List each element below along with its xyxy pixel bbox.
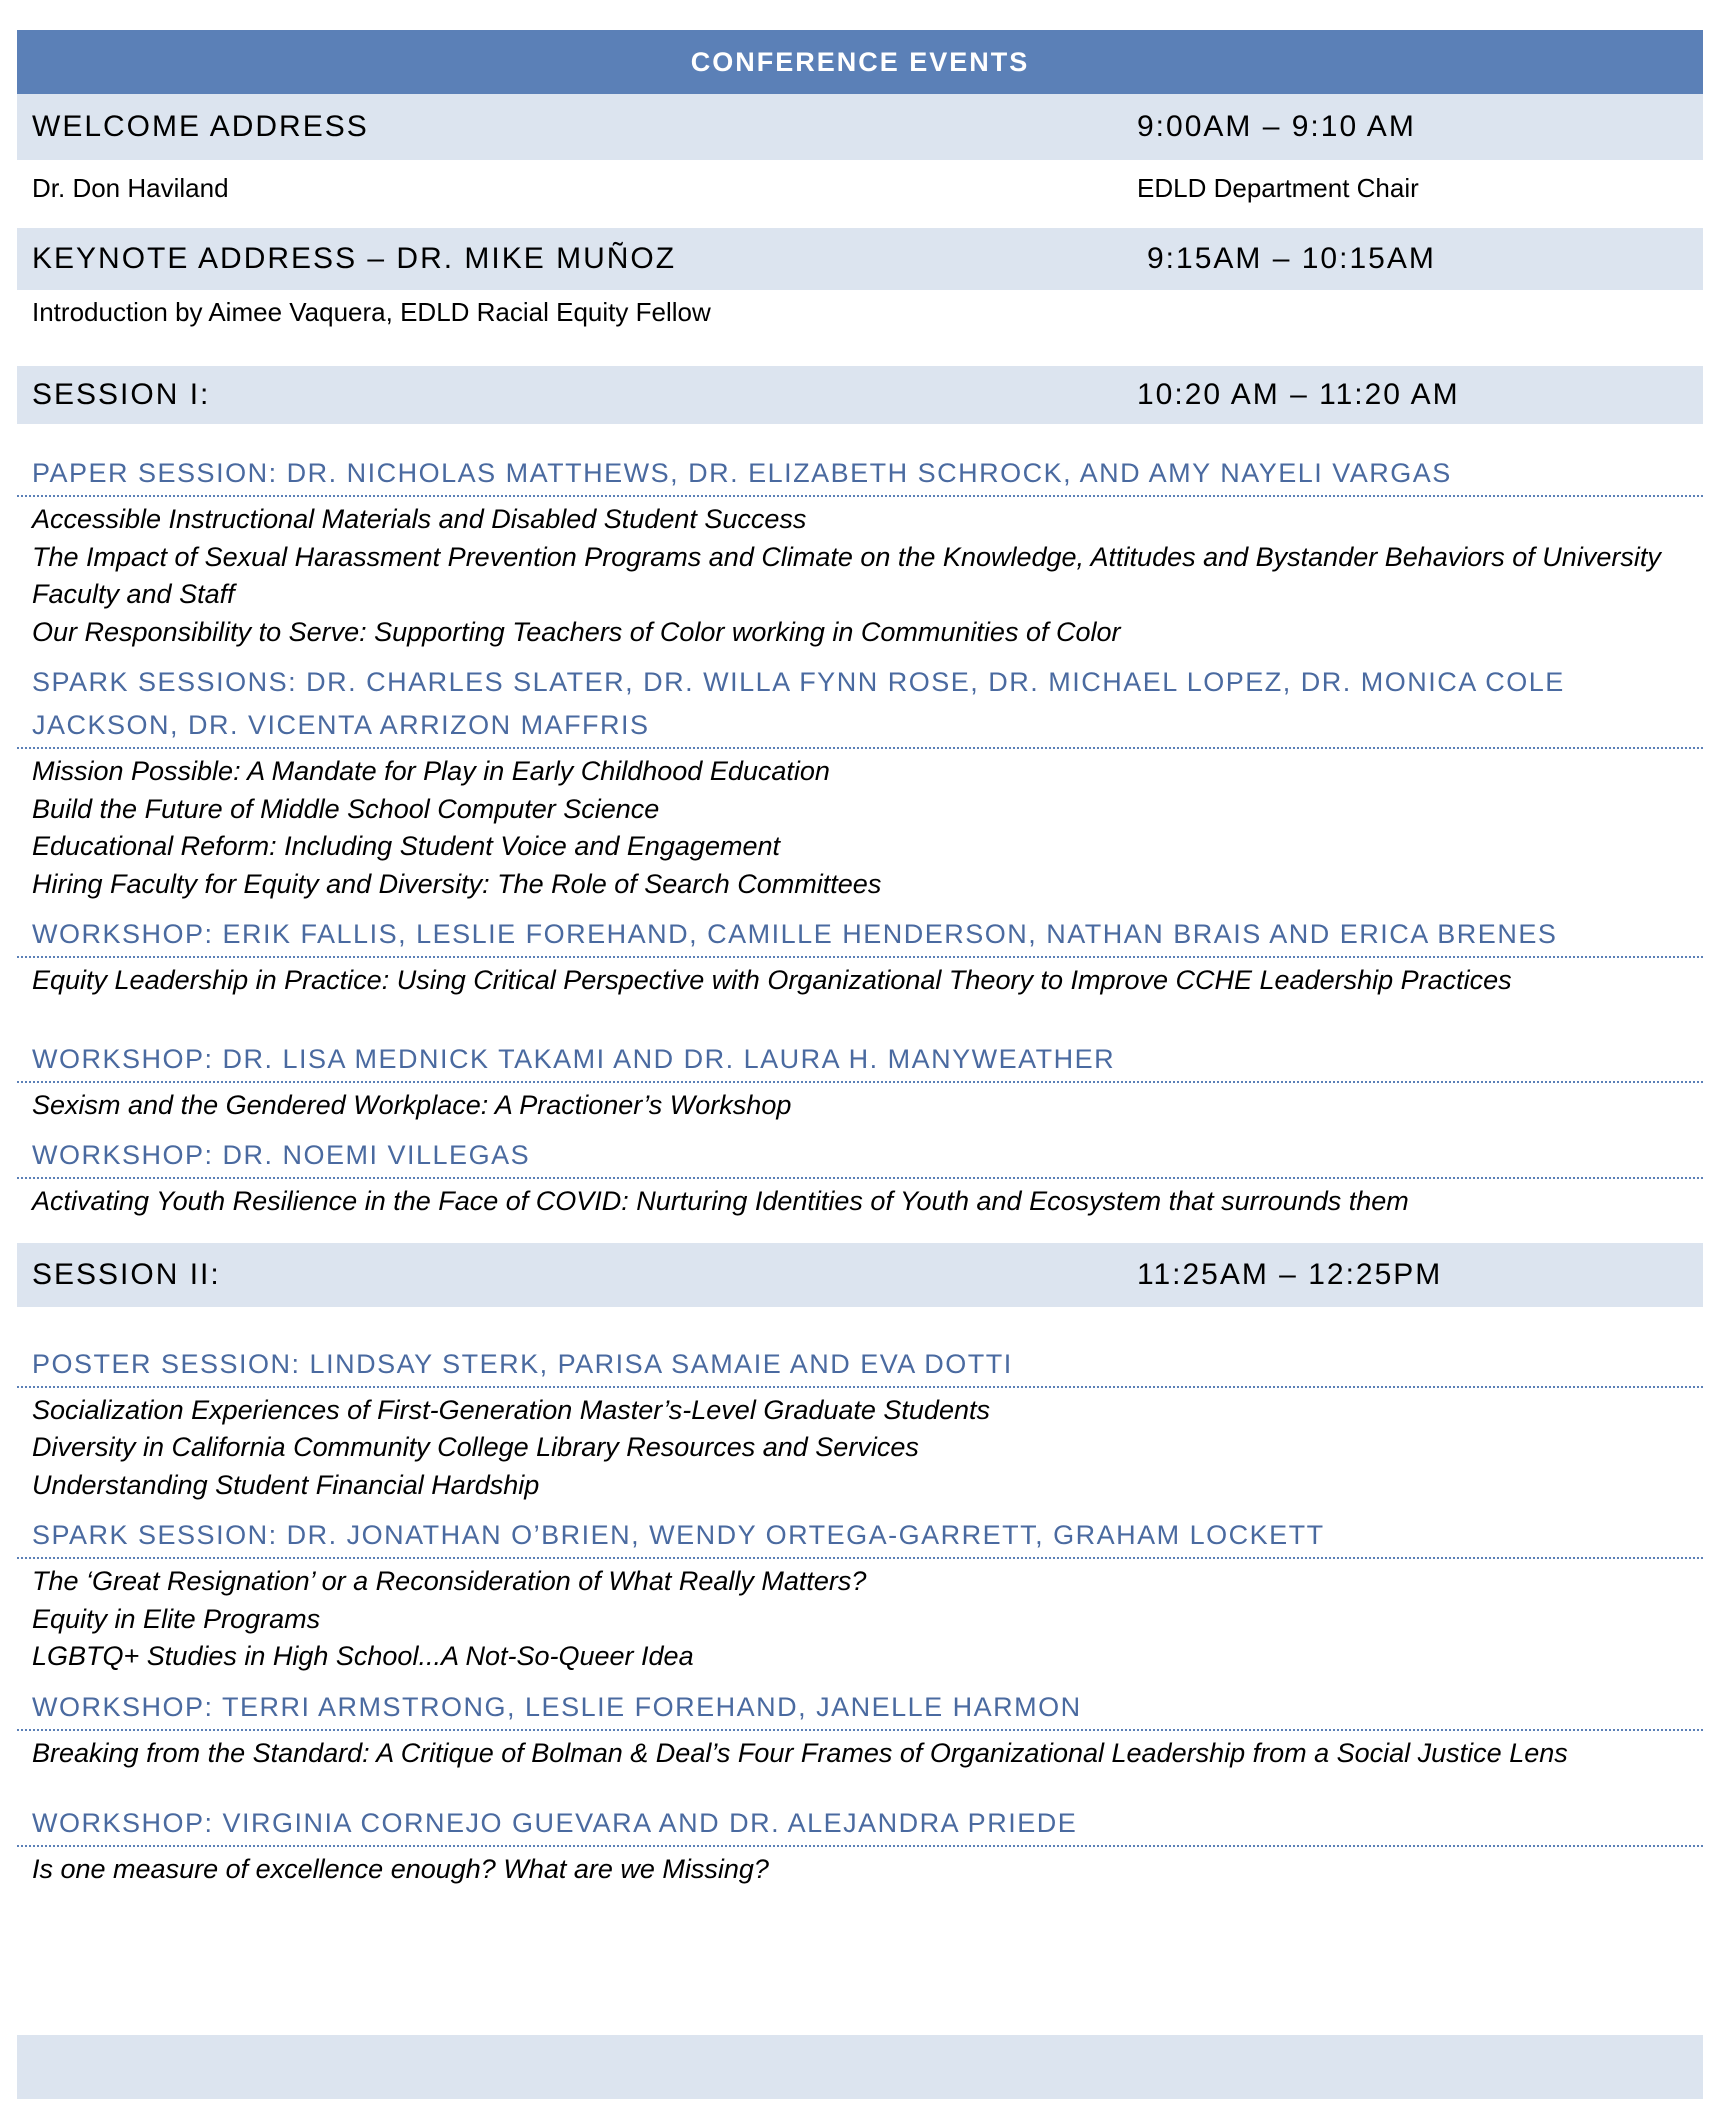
welcome-address-band <box>17 94 1703 160</box>
session-items <box>17 749 1703 903</box>
keynote-address-label: KEYNOTE ADDRESS – DR. MIKE MUÑOZ <box>32 242 677 275</box>
session-heading: SPARK SESSION: DR. JONATHAN O’BRIEN, WENDY ORTEGA-GARRETT, GRAHAM LOCKETT <box>17 1514 1703 1559</box>
session-item: Diversity in California Community College Library Resources and Services <box>32 1432 919 1462</box>
session-items <box>17 1559 1703 1676</box>
keynote-address-band <box>17 228 1703 290</box>
session-item: Equity Leadership in Practice: Using Critical Perspective with Organizational Theory to Improve CCHE Leadership Practices <box>32 965 1512 995</box>
session-item: LGBTQ+ Studies in High School...A Not-So-Queer Idea <box>32 1641 694 1671</box>
session-items <box>17 1388 1703 1505</box>
session-2-group <box>17 1343 1703 1505</box>
session-items <box>17 958 1703 1000</box>
conference-events-title: CONFERENCE EVENTS <box>17 30 1703 94</box>
session-item: Accessible Instructional Materials and Disabled Student Success <box>32 504 807 534</box>
session-items <box>17 497 1703 651</box>
session-1-group <box>17 661 1703 903</box>
session-item: Our Responsibility to Serve: Supporting Teachers of Color working in Communities of Color <box>32 616 1121 647</box>
session-heading: POSTER SESSION: LINDSAY STERK, PARISA SAMAIE AND EVA DOTTI <box>17 1343 1703 1388</box>
session-items <box>17 1847 1703 1889</box>
session-item: Hiring Faculty for Equity and Diversity: The Role of Search Committees <box>32 868 882 899</box>
session-item: Educational Reform: Including Student Voice and Engagement <box>32 831 780 861</box>
welcome-speaker: Dr. Don Haviland <box>32 173 229 203</box>
session-item: Sexism and the Gendered Workplace: A Practioner’s Workshop <box>32 1089 792 1120</box>
session-2-label: SESSION II: <box>32 1257 221 1291</box>
session-heading: WORKSHOP: DR. LISA MEDNICK TAKAMI AND DR. LAURA H. MANYWEATHER <box>17 1038 1703 1083</box>
session-item: Equity in Elite Programs <box>32 1603 321 1634</box>
session-1-group <box>17 452 1703 651</box>
session-2-band <box>17 1243 1703 1307</box>
session-item: The Impact of Sexual Harassment Prevention Programs and Climate on the Knowledge, Attitudes and Bystander Behaviors of University Faculty and Staff <box>32 541 1661 609</box>
session-item: The ‘Great Resignation’ or a Reconsideration of What Really Matters? <box>32 1566 867 1596</box>
session-heading: SPARK SESSIONS: DR. CHARLES SLATER, DR. WILLA FYNN ROSE, DR. MICHAEL LOPEZ, DR. MONICA COLE JACKSON, DR. VICENTA ARRIZON MAFFRIS <box>17 661 1703 749</box>
session-items <box>17 1083 1703 1125</box>
session-2-group <box>17 1686 1703 1773</box>
session-heading: PAPER SESSION: DR. NICHOLAS MATTHEWS, DR. ELIZABETH SCHROCK, AND AMY NAYELI VARGAS <box>17 452 1703 497</box>
session-item: Is one measure of excellence enough? What are we Missing? <box>32 1854 769 1884</box>
session-heading: WORKSHOP: DR. NOEMI VILLEGAS <box>17 1134 1703 1179</box>
session-items <box>17 1179 1703 1221</box>
session-2-time: 11:25AM – 12:25PM <box>1137 1257 1443 1291</box>
session-2-group <box>17 1514 1703 1676</box>
session-1-group <box>17 913 1703 1000</box>
session-1-band <box>17 366 1703 424</box>
session-item: Breaking from the Standard: A Critique of Bolman & Deal’s Four Frames of Organizational Leadership from a Social Justice Lens <box>32 1737 1568 1768</box>
welcome-address-time: 9:00AM – 9:10 AM <box>1137 110 1416 143</box>
welcome-address-label: WELCOME ADDRESS <box>32 110 369 143</box>
keynote-intro-row <box>17 290 1703 366</box>
session-1-group <box>17 1038 1703 1125</box>
keynote-address-time: 9:15AM – 10:15AM <box>1147 242 1436 275</box>
session-heading: WORKSHOP: TERRI ARMSTRONG, LESLIE FOREHAND, JANELLE HARMON <box>17 1686 1703 1731</box>
welcome-address-details <box>17 160 1703 228</box>
session-item: Mission Possible: A Mandate for Play in Early Childhood Education <box>32 756 830 786</box>
session-item: Socialization Experiences of First-Generation Master’s-Level Graduate Students <box>32 1394 990 1425</box>
keynote-intro: Introduction by Aimee Vaquera, EDLD Racial Equity Fellow <box>32 297 711 327</box>
session-1-time: 10:20 AM – 11:20 AM <box>1137 378 1460 411</box>
conference-events-page <box>17 30 1703 1889</box>
session-heading: WORKSHOP: ERIK FALLIS, LESLIE FOREHAND, CAMILLE HENDERSON, NATHAN BRAIS AND ERICA BRENES <box>17 913 1703 958</box>
session-item: Understanding Student Financial Hardship <box>32 1469 540 1500</box>
session-items <box>17 1731 1703 1773</box>
session-1-label: SESSION I: <box>32 378 211 411</box>
footer-band <box>17 2035 1703 2099</box>
session-item: Activating Youth Resilience in the Face of COVID: Nurturing Identities of Youth and Ecosystem that surrounds them <box>32 1186 1409 1216</box>
welcome-speaker-role: EDLD Department Chair <box>1137 173 1419 203</box>
session-2-group <box>17 1802 1703 1889</box>
session-heading: WORKSHOP: VIRGINIA CORNEJO GUEVARA AND DR. ALEJANDRA PRIEDE <box>17 1802 1703 1847</box>
session-item: Build the Future of Middle School Computer Science <box>32 793 660 824</box>
session-1-group <box>17 1134 1703 1221</box>
